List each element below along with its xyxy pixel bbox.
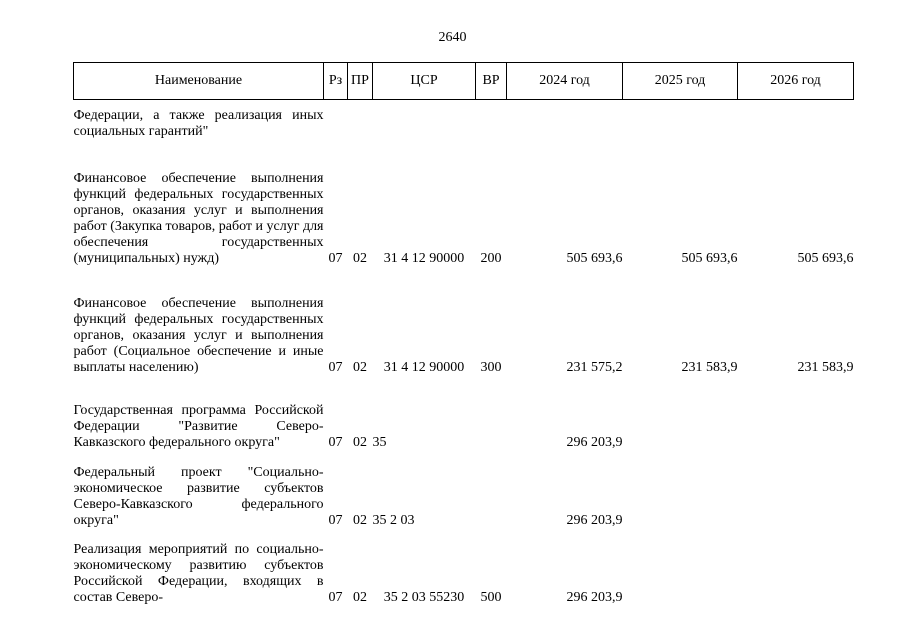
row-rz: [324, 100, 348, 140]
row-name: [74, 100, 324, 140]
row-vr: [476, 376, 507, 451]
row-name: [74, 451, 324, 529]
row-2026: 505 693,6: [797, 250, 854, 266]
row-csr: 31 4 12 90000: [383, 359, 465, 375]
row-2025: [623, 376, 738, 451]
header-vr: ВР: [476, 63, 507, 100]
row-name: [74, 140, 324, 267]
row-2024: 296 203,9: [566, 434, 623, 450]
row-2025: 231 583,9: [681, 359, 738, 375]
header-rz: Рз: [324, 63, 348, 100]
header-2025: 2025 год: [623, 63, 738, 100]
row-pr: 02: [353, 434, 367, 450]
table-row: [74, 100, 854, 140]
row-2026: [738, 376, 854, 451]
row-2026: [738, 451, 854, 529]
row-name-text: Финансовое обеспечение выполнения функций федеральных государственных органов, оказания услуг и выполнения работ (Закупка товаров, работ и услуг для обеспечения государственных (муниципальных) нужд): [73, 170, 324, 266]
row-pr: [348, 100, 373, 140]
row-rz: 07: [328, 589, 343, 605]
row-name-text: Федеральный проект "Социально-экономическое развитие субъектов Северо-Кавказского федерального округа": [73, 464, 324, 528]
row-rz: 07: [328, 512, 343, 528]
row-rz: 07: [328, 359, 343, 375]
row-vr: 200: [480, 250, 502, 266]
row-rz: 07: [328, 250, 343, 266]
row-pr: 02: [353, 359, 367, 375]
row-name-text: Государственная программа Российской Федерации "Развитие Северо-Кавказского федерального округа": [73, 402, 324, 450]
row-name-text: Федерации, а также реализация иных социальных гарантий": [73, 107, 324, 139]
row-name-text: Реализация мероприятий по социально-экономическому развитию субъектов Российской Федерации, входящих в состав Северо-: [73, 541, 324, 605]
row-pr: 02: [353, 250, 367, 266]
row-2026: 231 583,9: [797, 359, 854, 375]
budget-table: [73, 62, 854, 606]
row-2025: [623, 100, 738, 140]
table-row: [74, 376, 854, 451]
row-csr: [373, 100, 476, 140]
row-name: [74, 267, 324, 376]
page-number: 2640: [438, 30, 467, 45]
row-pr: 02: [353, 512, 367, 528]
row-csr: 31 4 12 90000: [383, 250, 465, 266]
header-pr: ПР: [348, 63, 373, 100]
table-row: [74, 267, 854, 376]
row-name: [74, 529, 324, 606]
row-vr: 300: [480, 359, 502, 375]
row-vr: 500: [480, 589, 502, 605]
row-2025: [623, 529, 738, 606]
row-vr: [476, 100, 507, 140]
row-2024: 505 693,6: [566, 250, 623, 266]
row-csr: 35 2 03: [372, 512, 415, 528]
row-2026: [738, 529, 854, 606]
row-2025: [623, 451, 738, 529]
row-csr: 35: [372, 434, 387, 450]
table-header-row: [74, 63, 854, 100]
row-csr: 35 2 03 55230: [383, 589, 465, 605]
header-2026: 2026 год: [738, 63, 854, 100]
row-2024: 296 203,9: [566, 589, 623, 605]
row-rz: 07: [328, 434, 343, 450]
header-csr: ЦСР: [373, 63, 476, 100]
row-name-text: Финансовое обеспечение выполнения функций федеральных государственных органов, оказания услуг и выполнения работ (Социальное обеспечение и иные выплаты населению): [73, 295, 324, 375]
row-2024: 296 203,9: [566, 512, 623, 528]
table-row: [74, 529, 854, 606]
row-2024: 231 575,2: [566, 359, 623, 375]
header-name: Наименование: [74, 63, 324, 100]
header-2024: 2024 год: [507, 63, 623, 100]
row-vr: [476, 451, 507, 529]
row-pr: 02: [353, 589, 367, 605]
row-2025: 505 693,6: [681, 250, 738, 266]
row-name: [74, 376, 324, 451]
table-row: [74, 451, 854, 529]
table-row: [74, 140, 854, 267]
row-2024: [507, 100, 623, 140]
row-2026: [738, 100, 854, 140]
